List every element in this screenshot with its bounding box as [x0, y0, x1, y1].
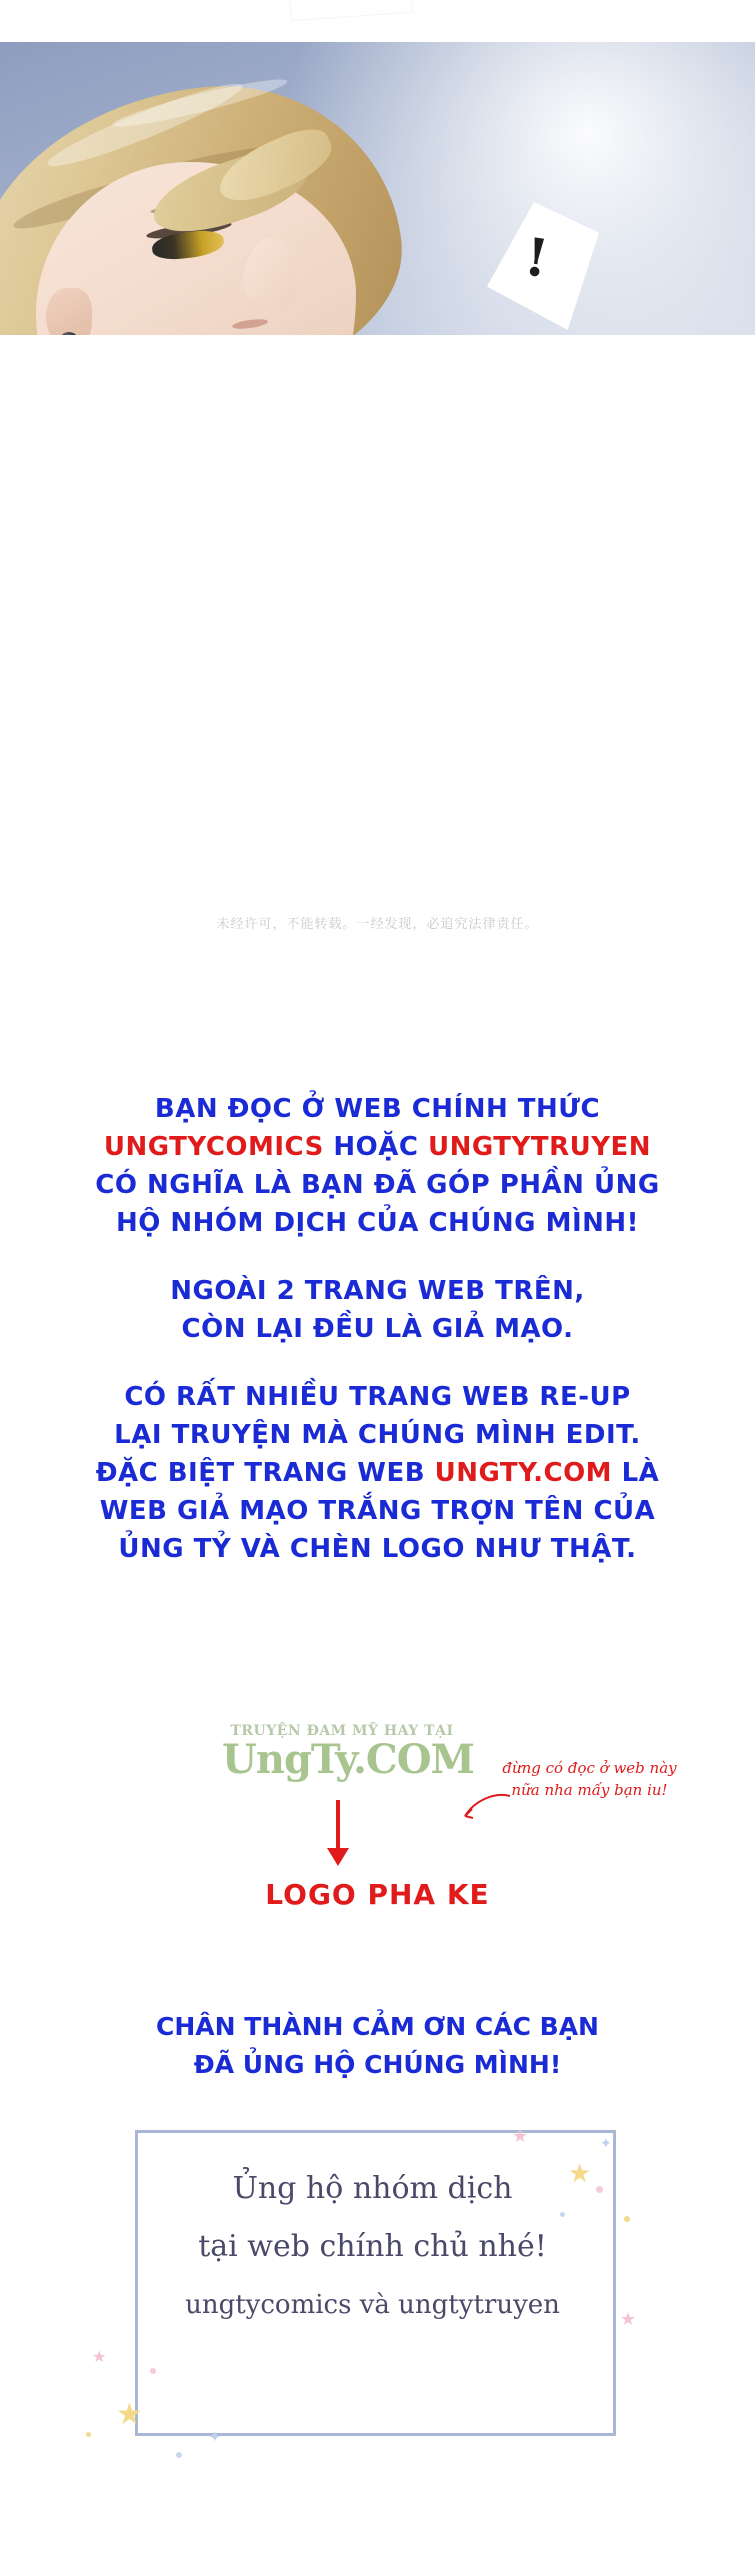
fake-site-name: UNGTY.COM: [434, 1458, 613, 1488]
notice-line: ỦNG TỶ VÀ CHÈN LOGO NHƯ THẬT.: [118, 1534, 637, 1564]
official-site-2: UNGTYTRUYEN: [428, 1132, 652, 1162]
thanks-line: CHÂN THÀNH CẢM ƠN CÁC BẠN: [156, 2012, 599, 2041]
spacer: [0, 1242, 755, 1272]
comic-panel: [0, 0, 755, 555]
notice-line: CÒN LẠI ĐỀU LÀ GIẢ MẠO.: [181, 1314, 574, 1344]
fake-logo-tagline: TRUYỆN ĐAM MỸ HAY TẠI: [230, 1723, 454, 1739]
conjunction: HOẶC: [323, 1132, 429, 1162]
notice-line: BẠN ĐỌC Ở WEB CHÍNH THỨC: [154, 1094, 601, 1124]
star-icon: ★: [116, 2398, 143, 2431]
notice-line: HỘ NHÓM DỊCH CỦA CHÚNG MÌNH!: [115, 1208, 639, 1238]
footer-line-sites: ungtycomics và ungtytruyen: [185, 2290, 560, 2320]
fake-site-suffix: LÀ: [612, 1458, 660, 1488]
star-icon: ★: [568, 2158, 592, 2188]
star-icon: ✦: [208, 2429, 222, 2446]
panel-gutter-bottom: [0, 335, 755, 555]
notice-line-fake-site: [0, 1454, 755, 1492]
copyright-watermark: 未经许可，不能转载。一经发现，必追究法律责任。: [216, 917, 539, 932]
dot-decoration: [176, 2452, 182, 2458]
notice-line: CÓ NGHĨA LÀ BẠN ĐÃ GÓP PHẦN ỦNG: [95, 1170, 660, 1200]
dot-decoration: [150, 2368, 156, 2374]
star-icon: ★: [512, 2126, 529, 2146]
arrow-down-icon: [327, 1848, 349, 1866]
footer-line: tại web chính chủ nhé!: [198, 2229, 547, 2264]
notice-line: WEB GIẢ MẠO TRẮNG TRỢN TÊN CỦA: [99, 1496, 656, 1526]
dot-decoration: [86, 2432, 91, 2437]
fake-logo-caption: LOGO PHA KE: [265, 1878, 490, 1911]
footer-line: Ủng hộ nhóm dịch: [232, 2171, 513, 2206]
fake-site-prefix: ĐẶC BIỆT TRANG WEB: [95, 1458, 435, 1488]
thanks-line: ĐÃ ỦNG HỘ CHÚNG MÌNH!: [193, 2050, 562, 2079]
notice-line: LẠI TRUYỆN MÀ CHÚNG MÌNH EDIT.: [114, 1420, 641, 1450]
handwritten-note: đừng có đọc ở web này nữa nha mấy bạn iu!: [502, 1759, 677, 1799]
exclamation-mark-icon: !: [520, 226, 552, 291]
star-icon: ★: [92, 2349, 107, 2366]
dot-decoration: [624, 2216, 630, 2222]
notice-line: CÓ RẤT NHIỀU TRANG WEB RE-UP: [124, 1382, 631, 1412]
footer-message: [135, 2160, 610, 2334]
arrow-shaft: [336, 1800, 340, 1852]
thanks-block: [0, 2008, 755, 2084]
spacer: [0, 1348, 755, 1378]
star-icon: ✦: [600, 2135, 612, 2151]
notice-block: [0, 1090, 755, 1568]
notice-line: NGOÀI 2 TRANG WEB TRÊN,: [170, 1276, 585, 1306]
notice-line-websites: [0, 1128, 755, 1166]
official-site-1: UNGTYCOMICS: [103, 1132, 324, 1162]
curly-arrow-icon: [455, 1790, 515, 1830]
dot-decoration: [560, 2212, 565, 2217]
dot-decoration: [596, 2186, 603, 2193]
fake-logo-wordmark: UngTy.COM: [222, 1736, 474, 1783]
star-icon: ★: [620, 2309, 637, 2329]
fake-logo: [222, 1723, 474, 1783]
